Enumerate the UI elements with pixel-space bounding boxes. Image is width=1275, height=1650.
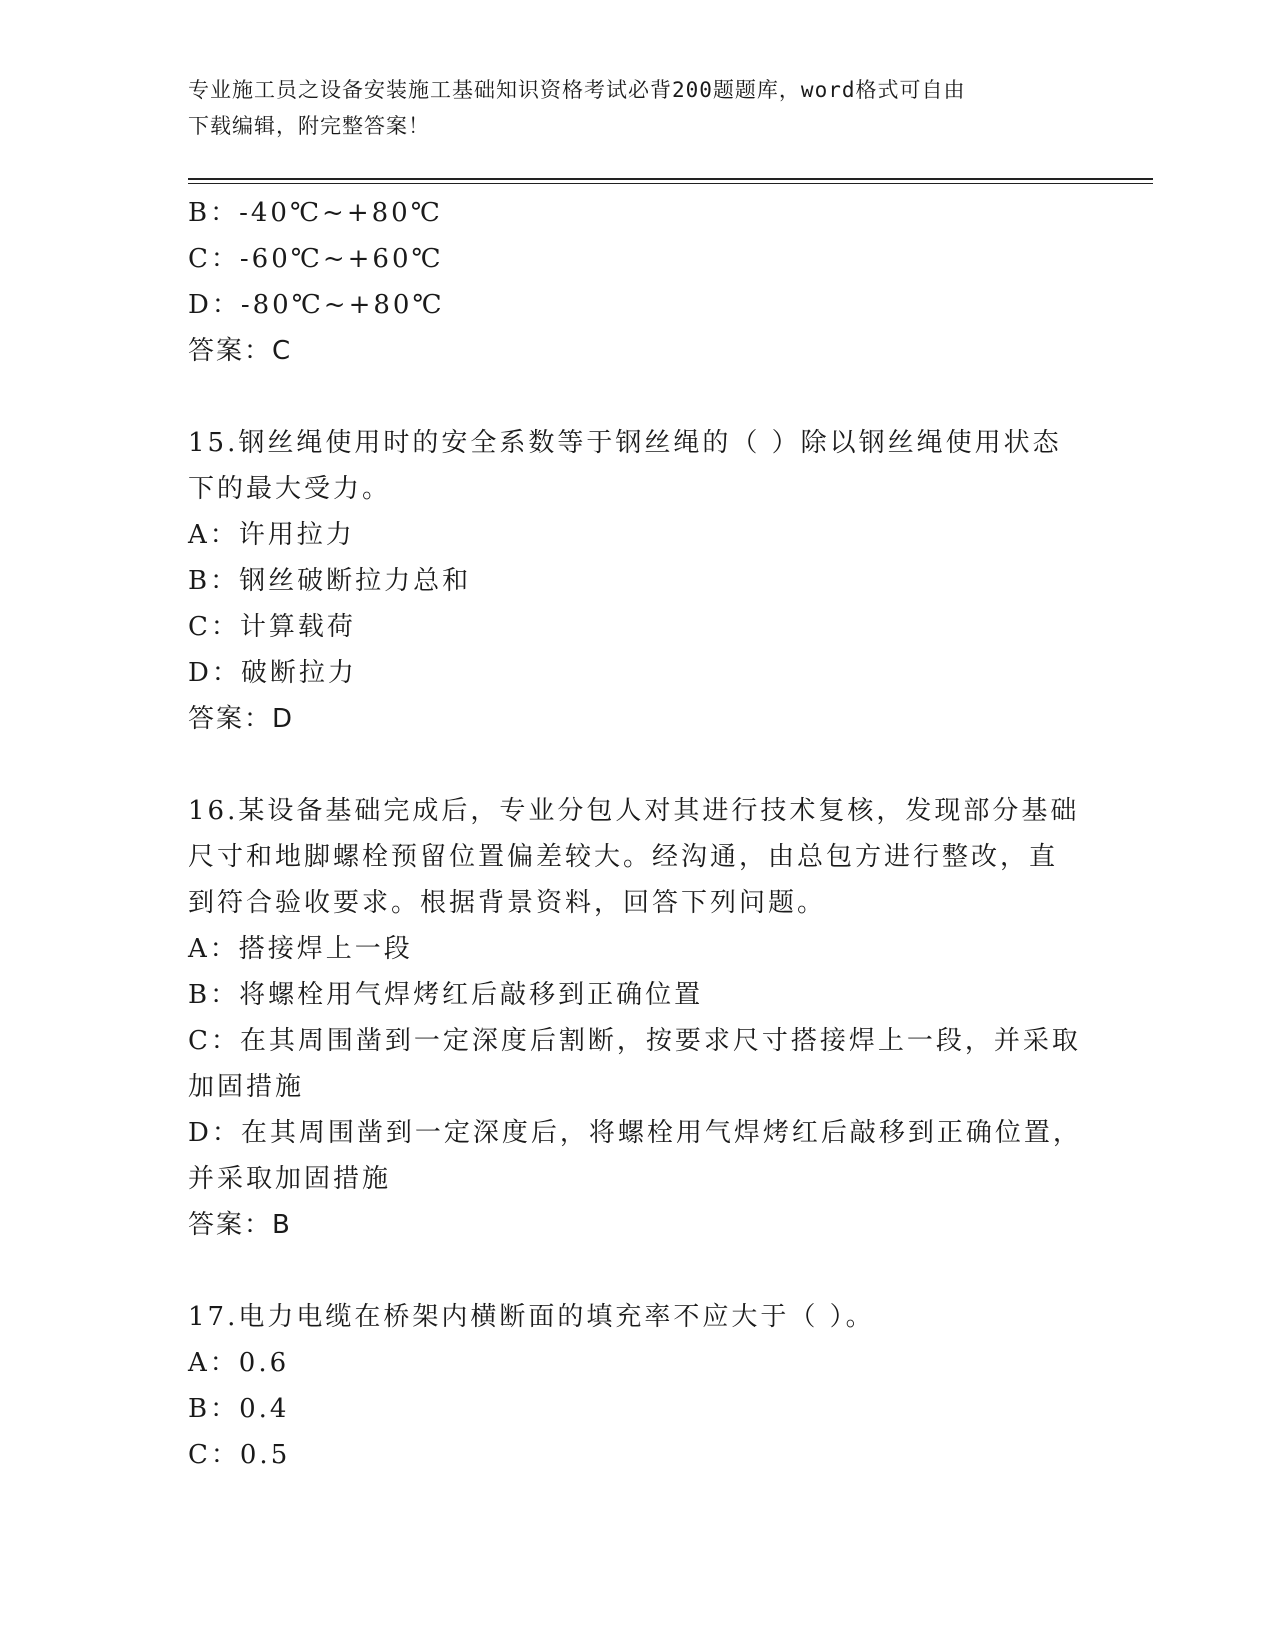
option-c-continued: 加固措施	[188, 1072, 305, 1102]
option-d: D：破断拉力	[188, 658, 357, 688]
option-c: C：-60℃~+60℃	[188, 244, 444, 274]
answer-line: 答案：C	[188, 336, 293, 366]
answer-line: 答案：D	[188, 704, 295, 734]
question-list	[188, 190, 1088, 1478]
spacer	[188, 1248, 1088, 1294]
option-a: A：许用拉力	[188, 520, 355, 550]
question-stem-continued: 下的最大受力。	[188, 474, 392, 504]
option-a: A：搭接焊上一段	[188, 934, 413, 964]
spacer	[188, 374, 1088, 420]
question-17	[188, 1294, 1088, 1478]
option-c: C：计算载荷	[188, 612, 356, 642]
page-header	[188, 72, 1088, 144]
question-14	[188, 190, 1088, 374]
option-b: B：钢丝破断拉力总和	[188, 566, 472, 596]
question-15	[188, 420, 1088, 742]
option-c: C：0.5	[188, 1440, 291, 1470]
header-line-2: 下载编辑，附完整答案！	[188, 114, 430, 138]
question-stem-continued: 到符合验收要求。根据背景资料，回答下列问题。	[188, 888, 827, 918]
question-16	[188, 788, 1088, 1248]
header-rule-thick	[188, 178, 1153, 180]
answer-line: 答案：B	[188, 1210, 292, 1240]
question-stem-continued: 尺寸和地脚螺栓预留位置偏差较大。经沟通，由总包方进行整改，直	[188, 842, 1059, 872]
option-d: D：-80℃~+80℃	[188, 290, 445, 320]
option-b: B：-40℃~+80℃	[188, 198, 443, 228]
question-stem: 16.某设备基础完成后，专业分包人对其进行技术复核，发现部分基础	[188, 796, 1080, 826]
header-rule-thin	[188, 183, 1153, 184]
option-d: D：在其周围凿到一定深度后，将螺栓用气焊烤红后敲移到正确位置，	[188, 1118, 1082, 1148]
header-line-1: 专业施工员之设备安装施工基础知识资格考试必背200题题库，word格式可自由	[188, 78, 966, 102]
option-c: C：在其周围凿到一定深度后割断，按要求尺寸搭接焊上一段，并采取	[188, 1026, 1081, 1056]
option-b: B：0.4	[188, 1394, 290, 1424]
spacer	[188, 742, 1088, 788]
option-d-continued: 并采取加固措施	[188, 1164, 392, 1194]
option-b: B：将螺栓用气焊烤红后敲移到正确位置	[188, 980, 704, 1010]
option-a: A：0.6	[188, 1348, 290, 1378]
question-stem: 15.钢丝绳使用时的安全系数等于钢丝绳的（ ）除以钢丝绳使用状态	[188, 428, 1062, 458]
question-stem: 17.电力电缆在桥架内横断面的填充率不应大于（ ）。	[188, 1302, 875, 1332]
